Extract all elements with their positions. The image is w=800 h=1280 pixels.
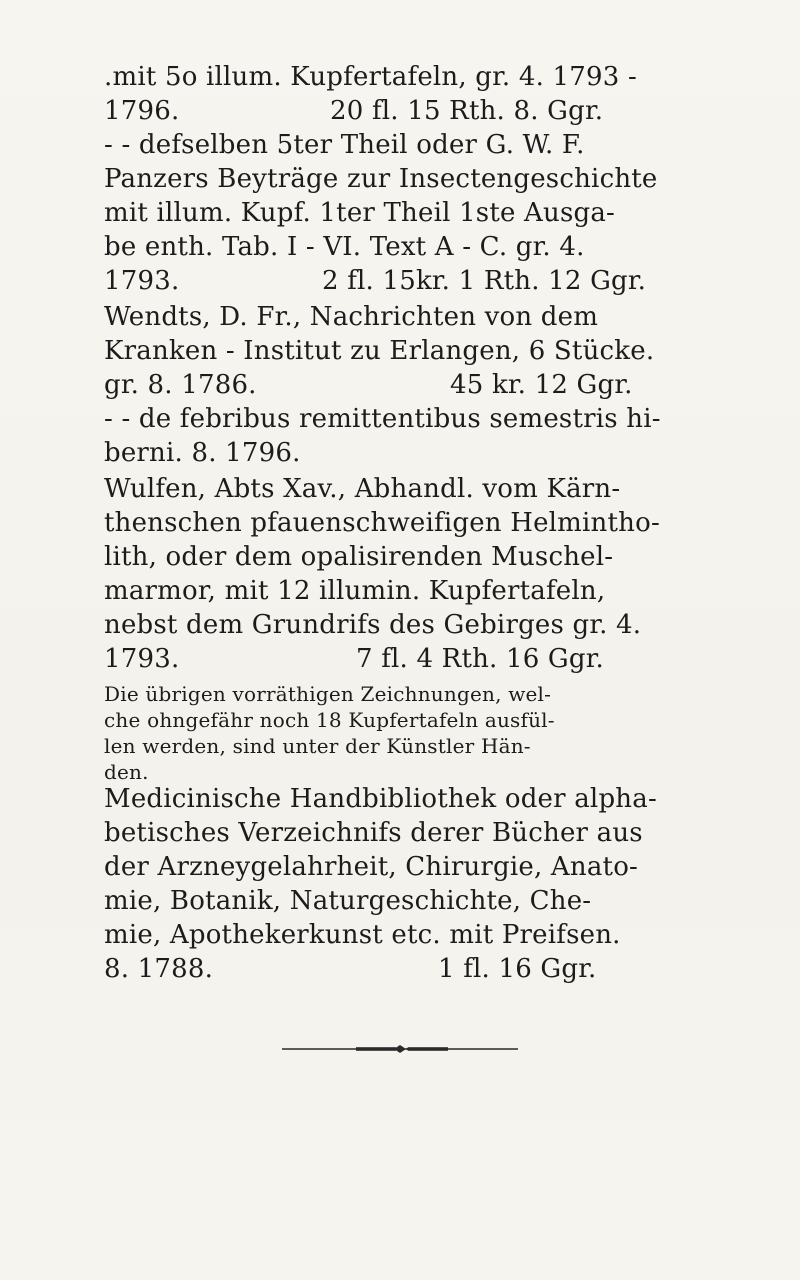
entry-text: mie, Botanik, Naturgeschichte, Che- [104,886,592,916]
note-text: len werden, sind unter der Künstler Hän- [104,734,531,758]
entry-line [104,542,613,572]
note-text: den. [104,760,149,784]
entry-text: Kranken - Institut zu Erlangen, 6 Stücke. [104,336,655,366]
entry-text: Panzers Beyträge zur Insectengeschichte [104,164,658,194]
entry-text: 8. 1788. [104,954,214,984]
entry-text: mie, Apothekerkunst etc. mit Preifsen. [104,920,621,950]
entry-line [104,852,638,882]
entry-text: lith, oder dem opalisirenden Muschel- [104,542,614,572]
entry-text: Wendts, D. Fr., Nachrichten von dem [104,302,599,332]
entry-line [104,474,620,504]
entry-line [104,644,604,674]
entry-line [104,404,661,434]
note-line [104,734,531,758]
entry-line [104,130,585,160]
note-line [104,760,149,784]
price: 20 fl. 15 Rth. 8. Ggr. [330,96,604,126]
entry-text: 1793. [104,644,180,674]
entry-text: betisches Verzeichnifs derer Bücher aus [104,818,643,848]
entry-text: - - de febribus remittentibus semestris hi- [104,404,661,434]
note-text: che ohngefähr noch 18 Kupfertafeln ausfül- [104,708,555,732]
entry-text: nebst dem Grundrifs des Gebirges gr. 4. [104,610,642,640]
entry-line [104,302,598,332]
entry-text: thenschen pfauenschweifigen Helmintho- [104,508,660,538]
entry-line [104,370,633,400]
note-line [104,708,555,732]
price: 7 fl. 4 Rth. 16 Ggr. [356,644,604,674]
entry-text: be enth. Tab. I - VI. Text A - C. gr. 4. [104,232,585,262]
entry-line [104,336,654,366]
entry-text: marmor, mit 12 illumin. Kupfertafeln, [104,576,606,606]
entry-text: 1793. [104,266,180,296]
entry-text: mit illum. Kupf. 1ter Theil 1ste Ausga- [104,198,616,228]
entry-line [104,784,657,814]
entry-line [104,438,301,468]
entry-line [104,508,660,538]
entry-line [104,920,621,950]
entry-text: - - defselben 5ter Theil oder G. W. F. [104,130,585,160]
entry-text: 1796. [104,96,180,126]
entry-line [104,232,585,262]
entry-line [104,886,591,916]
entry-text: gr. 8. 1786. [104,370,257,400]
ornament-divider-icon [282,1044,518,1054]
entry-text: Wulfen, Abts Xav., Abhandl. vom Kärn- [104,474,621,504]
entry-text: der Arzneygelahrheit, Chirurgie, Anato- [104,852,639,882]
entry-line [104,266,647,296]
entry-text: Medicinische Handbibliothek oder alpha- [104,784,657,814]
price: 45 kr. 12 Ggr. [450,370,633,400]
price: 1 fl. 16 Ggr. [438,954,597,984]
entry-text: berni. 8. 1796. [104,438,301,468]
entry-line [104,198,615,228]
note-text: Die übrigen vorräthigen Zeichnungen, wel- [104,682,552,706]
entry-text: .mit 5o illum. Kupfertafeln, gr. 4. 1793 - [104,62,637,92]
note-line [104,682,551,706]
entry-line [104,818,643,848]
entry-line [104,164,658,194]
entry-line [104,62,637,92]
entry-line [104,96,604,126]
entry-line [104,954,597,984]
entry-line [104,576,605,606]
entry-line [104,610,641,640]
price: 2 fl. 15kr. 1 Rth. 12 Ggr. [322,266,647,296]
